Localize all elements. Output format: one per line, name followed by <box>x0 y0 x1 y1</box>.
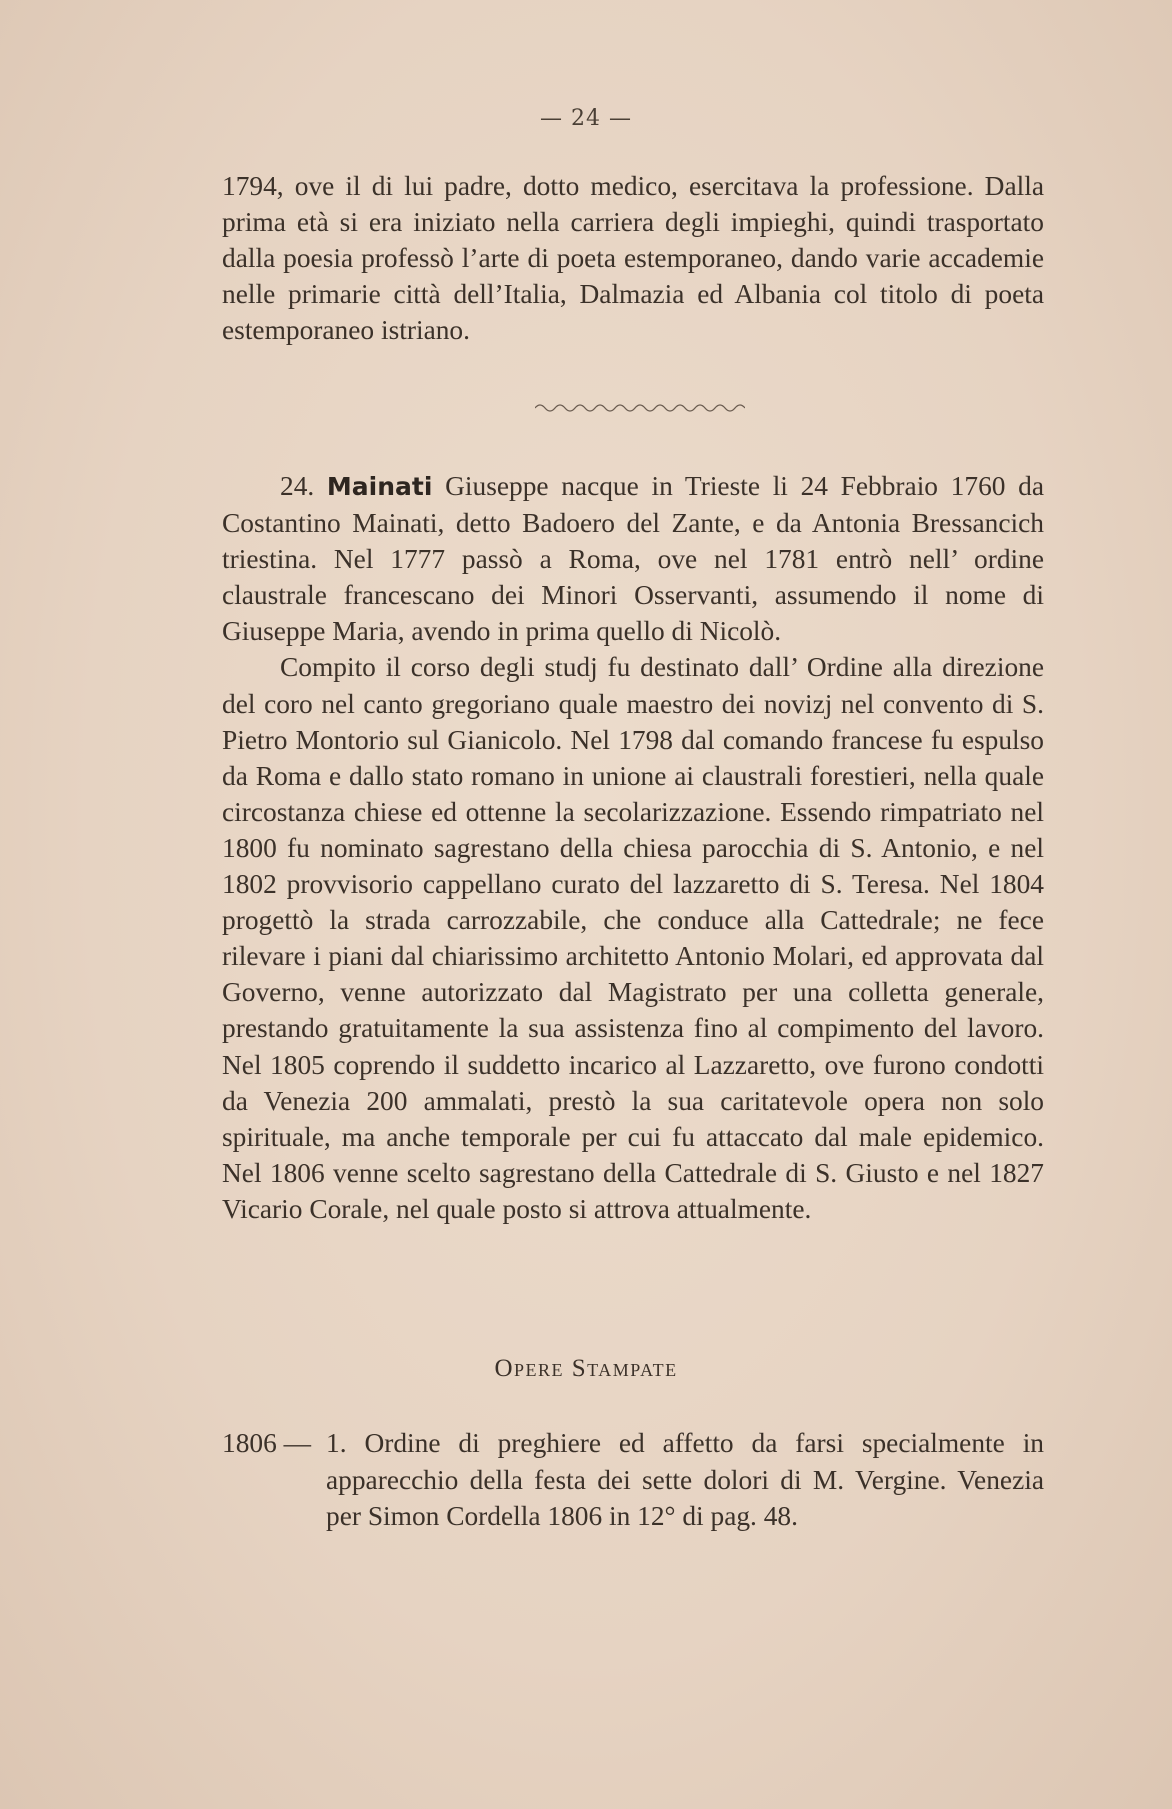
work-year: 1806 — <box>222 1428 312 1458</box>
entry-name: Mainati <box>326 472 433 501</box>
work-list-item <box>222 1425 1044 1535</box>
biography-entry <box>222 468 1044 1227</box>
entry-paragraph-1 <box>222 468 1044 649</box>
intro-paragraph: 1794, ove il di lui padre, dotto medico, esercitava la professione. Dalla prima età si era iniziato nella carriera degli impieghi, quindi trasportato dalla poesia professò l’arte di poeta estemporaneo, dando varie accademie nelle primarie città dell’Italia, Dalmazia ed Albania col titolo di poeta estemporaneo istriano. <box>222 171 1044 346</box>
entry-number: 24. <box>280 471 315 501</box>
entry-paragraph-2: Compito il corso degli studj fu destinato dall’ Ordine alla direzione del coro nel canto gregoriano quale maestro dei novizj nel convento di S. Pietro Montorio sul Gianicolo. Nel 1798 dal comando francese fu espulso da Roma e dallo stato romano in unione ai claustrali forestieri, nella quale circostanza chiese ed ottenne la secolarizzazione. Essendo rimpatriato nel 1800 fu nominato sagrestano della chiesa parocchia di S. Antonio, e nel 1802 provvisorio cappellano curato del lazzaretto di S. Teresa. Nel 1804 progettò la strada carrozzabile, che conduce alla Cattedrale; ne fece rilevare i piani dal chiarissimo architetto Antonio Molari, ed approvata dal Governo, venne autorizzato dal Magistrato per una colletta generale, prestando gratuitamente la sua assistenza fino al compimento del lavoro. Nel 1805 coprendo il suddetto incarico al Lazzaretto, ove furono condotti da Venezia 200 ammalati, prestò la sua caritatevole opera non solo spirituale, ma anche temporale per cui fu attaccato dal male epidemico. Nel 1806 venne scelto sagrestano della Cattedrale di S. Giusto e nel 1827 Vicario Corale, nel quale posto si attrova attualmente. <box>222 652 1044 1224</box>
entry-paragraph-1-text: Giuseppe nacque in Trieste li 24 Febbraio 1760 da Costantino Mainati, detto Badoero del Zante, e da Antonia Bressancich triestina. Nel 1777 passò a Roma, ove nel 1781 entrò nell’ ordine claustrale francescano dei Minori Osservanti, assumendo il nome di Giuseppe Maria, avendo in prima quello di Nicolò. <box>222 471 1044 647</box>
section-heading: Opere Stampate <box>494 1355 678 1382</box>
work-description: 1. Ordine di preghiere ed affetto da farsi specialmente in apparecchio della festa dei sette dolori di M. Vergine. Venezia per Simon Cordella 1806 in 12° di pag. 48. <box>326 1428 1044 1531</box>
wavy-separator-ornament <box>535 398 745 418</box>
intro-text-block <box>222 168 1044 348</box>
page-number: — 24 — <box>540 106 632 131</box>
